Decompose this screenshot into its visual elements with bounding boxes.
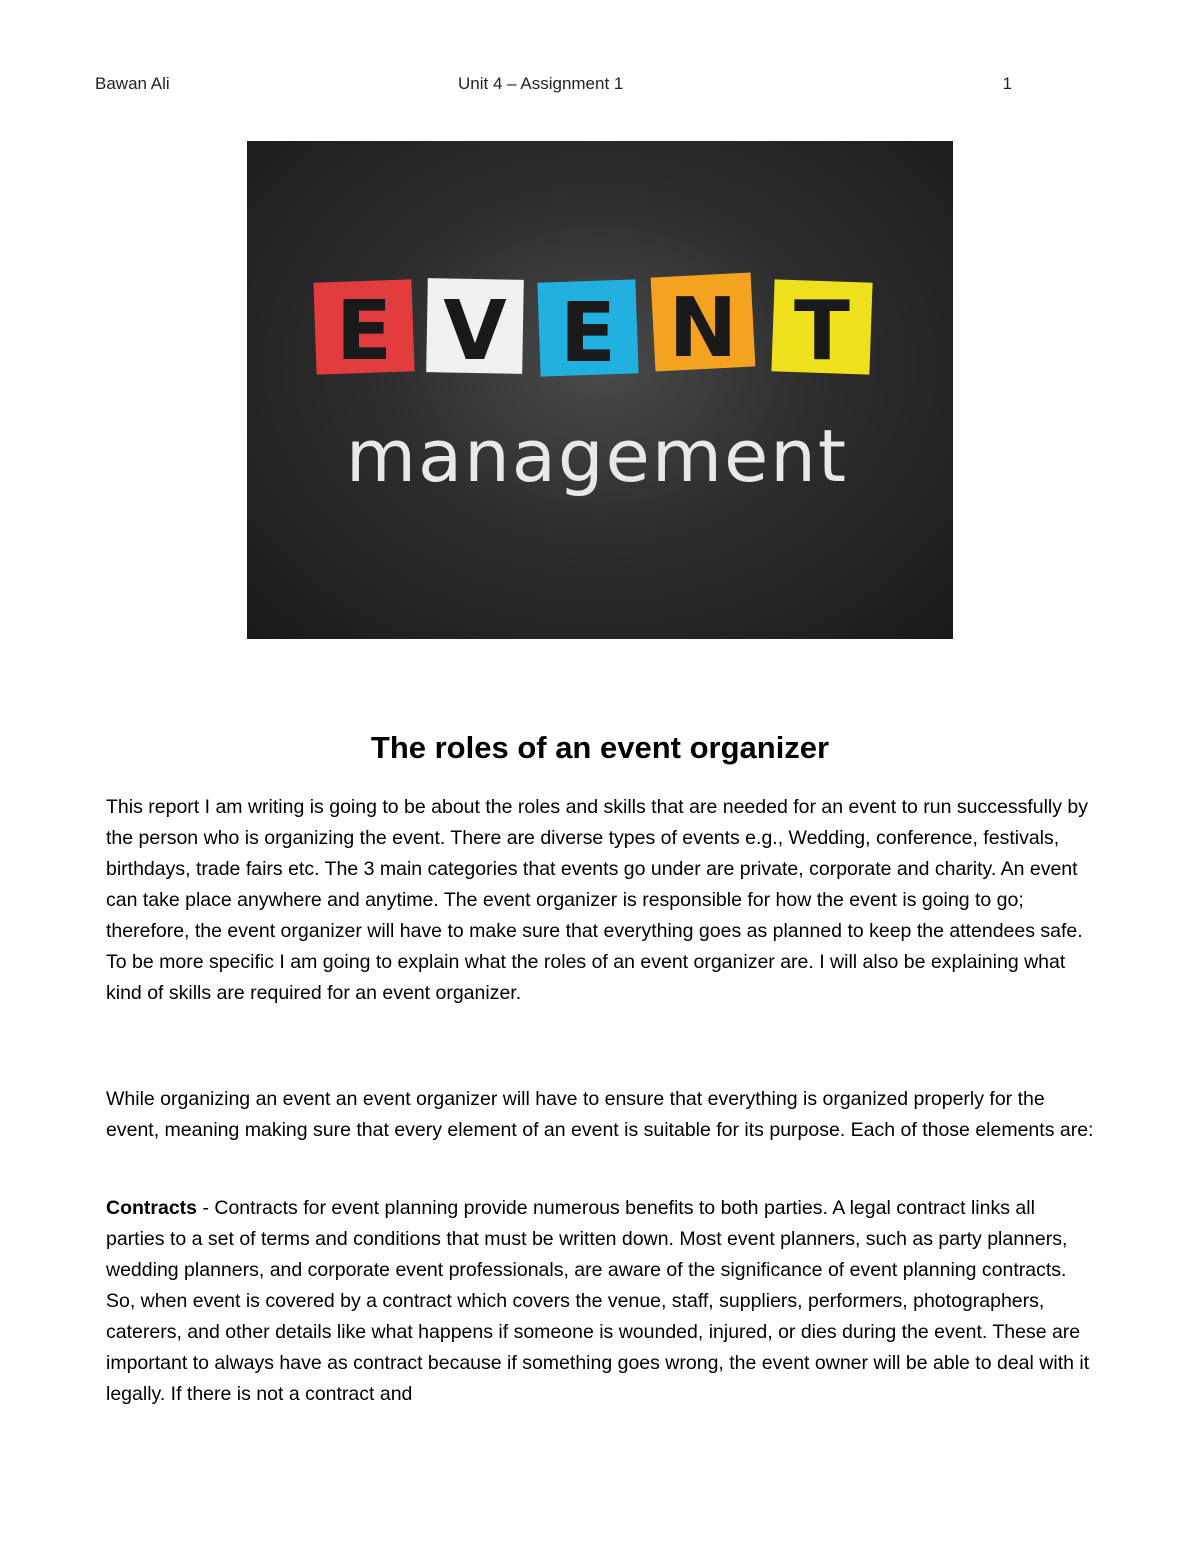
intro-paragraph: This report I am writing is going to be about the roles and skills that are needed for an event to run successfully by the person who is organizing the event. There are diverse types of events e.g., Wedding, conference, festivals, birthdays, trade fairs etc. The 3 main categories that events go under are private, corporate and charity. An event can take place anywhere and anytime. The event organizer is responsible for how the event is going to go; therefore, the event organizer will have to make sure that everything goes as planned to keep the attendees safe. To be more specific I am going to explain what the roles of an event organizer are. I will also be explaining what kind of skills are required for an event organizer. <box>106 796 1089 1004</box>
letter-e2: E <box>559 286 617 381</box>
elements-intro-paragraph: While organizing an event an event organizer will have to ensure that everything is organized properly for the event, meaning making sure that every element of an event is suitable for its purpose. Each of those elements are: <box>106 1088 1094 1141</box>
contracts-paragraph <box>106 1193 1096 1410</box>
contracts-term: Contracts <box>106 1197 198 1219</box>
letter-tile-t <box>771 279 872 379</box>
header-author: Bawan Ali <box>95 74 170 93</box>
banner-subtitle: management <box>345 414 849 498</box>
letter-t: T <box>794 284 850 379</box>
header-unit: Unit 4 – Assignment 1 <box>458 74 624 93</box>
letter-tile-e1 <box>313 279 414 379</box>
letter-tile-n <box>651 272 756 376</box>
letter-n: N <box>668 281 738 376</box>
page-header <box>95 74 1015 98</box>
letter-tile-e2 <box>537 279 638 381</box>
letter-e1: E <box>335 284 393 379</box>
contracts-text: - Contracts for event planning provide numerous benefits to both parties. A legal contract links all parties to a set of terms and conditions that must be written down. Most event planners, such as party planners, wedding planners, and corporate event professionals, are aware of the significance of event planning contracts. So, when event is covered by a contract which covers the venue, staff, suppliers, performers, photographers, caterers, and other details like what happens if someone is wounded, injured, or dies during the event. These are important to always have as contract because if something goes wrong, the event owner will be able to deal with it legally. If there is not a contract and <box>106 1197 1090 1405</box>
page-title: The roles of an event organizer <box>370 730 830 765</box>
letter-tile-v <box>426 278 524 379</box>
header-page-number: 1 <box>1002 74 1012 93</box>
event-management-illustration <box>247 141 953 639</box>
event-management-image <box>247 141 953 639</box>
letter-v: V <box>443 284 507 379</box>
